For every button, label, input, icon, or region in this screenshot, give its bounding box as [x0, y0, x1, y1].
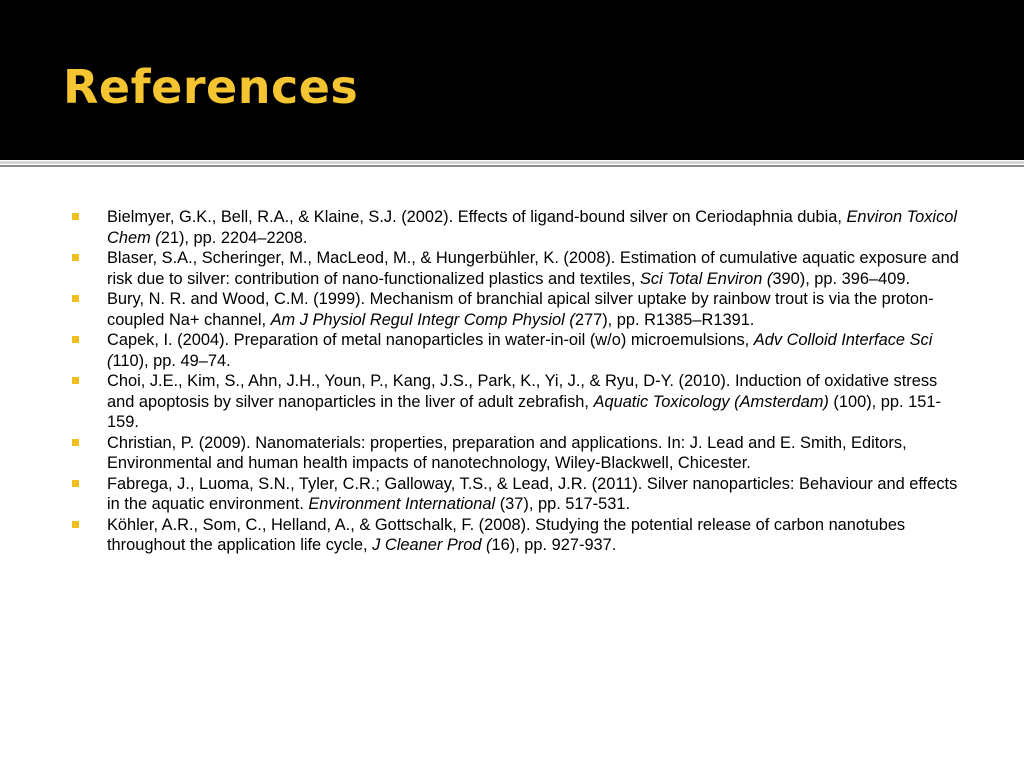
- reference-item: [70, 207, 960, 248]
- reference-text: Blaser, S.A., Scheringer, M., MacLeod, M., & Hungerbühler, K. (2008). Estimation of cumulative aquatic exposure and risk due to silver: contribution of nano-functionalized plastics and textiles,: [107, 249, 959, 288]
- square-bullet-icon: [72, 213, 79, 220]
- reference-list: [70, 207, 960, 556]
- reference-item: [70, 433, 960, 474]
- reference-volume-pages: 16), pp. 927-937.: [491, 536, 617, 554]
- reference-journal: J Cleaner Prod (: [372, 536, 492, 554]
- reference-item: [70, 248, 960, 289]
- reference-volume-pages: 21), pp. 2204–2208.: [160, 228, 308, 247]
- square-bullet-icon: [72, 254, 79, 261]
- title-band: [0, 0, 1024, 160]
- reference-item: [70, 474, 960, 515]
- reference-text: Fabrega, J., Luoma, S.N., Tyler, C.R.; Galloway, T.S., & Lead, J.R. (2011). Silver nanoparticles: Behaviour and effects in the aquatic environment.: [107, 474, 958, 513]
- square-bullet-icon: [72, 521, 79, 528]
- reference-text: Christian, P. (2009). Nanomaterials: properties, preparation and applications. In: J. Lead and E. Smith, Editors, Environmental and human health impacts of nanotechnology, Wiley-Blackwell, Chicester.: [107, 433, 907, 472]
- reference-journal: Environment International: [308, 495, 496, 513]
- divider-line-light: [0, 161, 1024, 164]
- reference-volume-pages: (100), pp. 151-159.: [107, 392, 941, 431]
- reference-journal: Environ Toxicol Chem (: [107, 208, 958, 247]
- reference-item: [70, 371, 960, 433]
- reference-text: Choi, J.E., Kim, S., Ahn, J.H., Youn, P., Kang, J.S., Park, K., Yi, J., & Ryu, D-Y. (2010). Induction of oxidative stress and apoptosis by silver nanoparticles in the liver of adult zebrafish,: [107, 372, 938, 411]
- reference-journal: Aquatic Toxicology (Amsterdam): [593, 392, 829, 411]
- square-bullet-icon: [72, 439, 79, 446]
- square-bullet-icon: [72, 377, 79, 384]
- reference-item: [70, 289, 960, 330]
- reference-text: Köhler, A.R., Som, C., Helland, A., & Gottschalk, F. (2008). Studying the potential release of carbon nanotubes throughout the application life cycle,: [107, 515, 906, 554]
- reference-journal: Am J Physiol Regul Integr Comp Physiol (: [270, 310, 575, 329]
- reference-volume-pages: 390), pp. 396–409.: [772, 269, 911, 288]
- square-bullet-icon: [72, 336, 79, 343]
- square-bullet-icon: [72, 295, 79, 302]
- reference-text: Bielmyer, G.K., Bell, R.A., & Klaine, S.J. (2002). Effects of ligand-bound silver on Ceriodaphnia dubia,: [107, 208, 847, 226]
- reference-item: [70, 515, 960, 556]
- reference-volume-pages: 277), pp. R1385–R1391.: [574, 310, 755, 329]
- reference-text: Capek, I. (2004). Preparation of metal nanoparticles in water-in-oil (w/o) microemulsions,: [107, 331, 754, 349]
- reference-journal: Adv Colloid Interface Sci (: [107, 331, 933, 370]
- reference-volume-pages: (37), pp. 517-531.: [495, 495, 631, 513]
- reference-item: [70, 330, 960, 371]
- divider-line-dark: [0, 165, 1024, 167]
- square-bullet-icon: [72, 480, 79, 487]
- reference-volume-pages: 110), pp. 49–74.: [112, 351, 231, 370]
- reference-journal: Sci Total Environ (: [639, 269, 773, 288]
- reference-text: Bury, N. R. and Wood, C.M. (1999). Mechanism of branchial apical silver uptake by rainbow trout is via the proton-coupled Na+ channel,: [107, 290, 934, 329]
- slide-title: References: [63, 60, 359, 114]
